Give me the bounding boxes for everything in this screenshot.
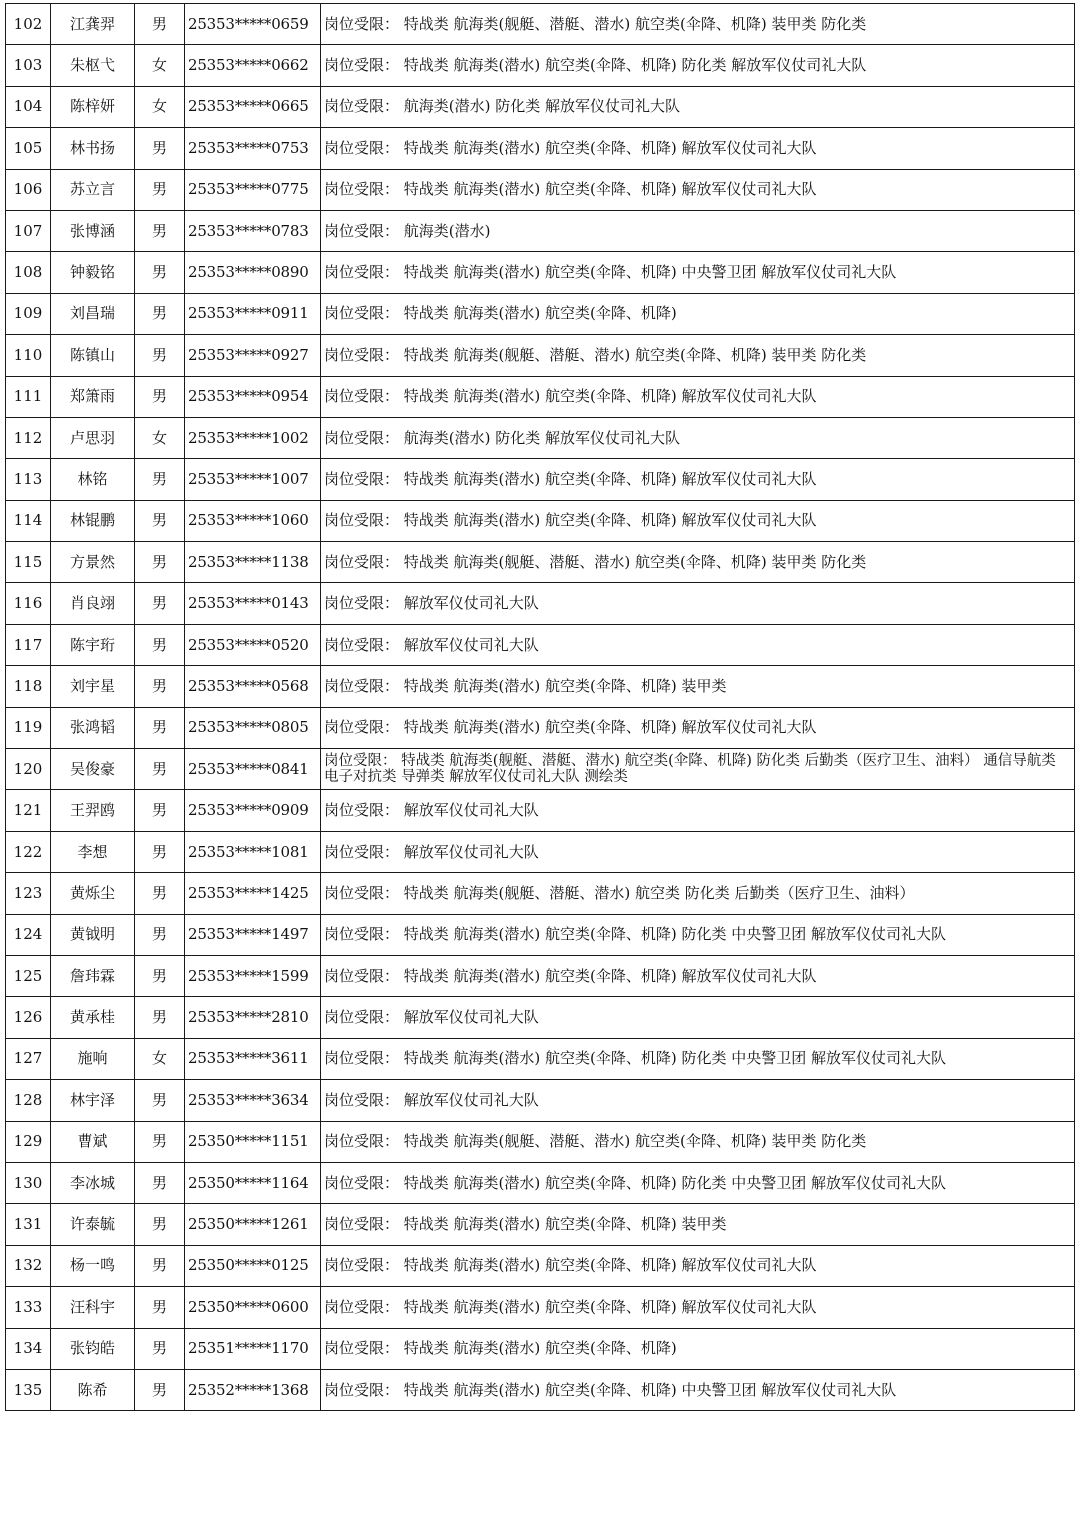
row-number: 104 xyxy=(6,86,51,127)
table-row xyxy=(6,1162,1075,1203)
gender: 男 xyxy=(135,252,185,293)
table-row xyxy=(6,831,1075,872)
gender: 男 xyxy=(135,873,185,914)
table-row xyxy=(6,624,1075,665)
gender: 男 xyxy=(135,1369,185,1410)
position-restrictions: 岗位受限： 特战类 航海类(潜水) 航空类(伞降、机降) 中央警卫团 解放军仪仗司礼大队 xyxy=(321,1369,1075,1410)
row-number: 103 xyxy=(6,45,51,86)
person-name: 陈梓妍 xyxy=(51,86,135,127)
person-name: 陈宇珩 xyxy=(51,624,135,665)
position-restrictions: 岗位受限： 特战类 航海类(潜水) 航空类(伞降、机降) 解放军仪仗司礼大队 xyxy=(321,376,1075,417)
gender: 男 xyxy=(135,1162,185,1203)
table-row xyxy=(6,542,1075,583)
gender: 男 xyxy=(135,376,185,417)
roster-table xyxy=(5,3,1075,1411)
gender: 男 xyxy=(135,1204,185,1245)
row-number: 129 xyxy=(6,1121,51,1162)
gender: 男 xyxy=(135,955,185,996)
position-restrictions: 岗位受限： 特战类 航海类(潜水) 航空类(伞降、机降) 解放军仪仗司礼大队 xyxy=(321,500,1075,541)
person-name: 曹斌 xyxy=(51,1121,135,1162)
position-restrictions: 岗位受限： 特战类 航海类(潜水) 航空类(伞降、机降) 防化类 解放军仪仗司礼大队 xyxy=(321,45,1075,86)
position-restrictions: 岗位受限： 航海类(潜水) 防化类 解放军仪仗司礼大队 xyxy=(321,86,1075,127)
id-number: 25351*****1170 xyxy=(185,1328,321,1369)
id-number: 25353*****0665 xyxy=(185,86,321,127)
position-restrictions: 岗位受限： 特战类 航海类(潜水) 航空类(伞降、机降) 解放军仪仗司礼大队 xyxy=(321,459,1075,500)
row-number: 122 xyxy=(6,831,51,872)
row-number: 123 xyxy=(6,873,51,914)
position-restrictions: 岗位受限： 特战类 航海类(舰艇、潜艇、潜水) 航空类 防化类 后勤类（医疗卫生、油料） xyxy=(321,873,1075,914)
id-number: 25353*****0775 xyxy=(185,169,321,210)
gender: 女 xyxy=(135,86,185,127)
gender: 男 xyxy=(135,1121,185,1162)
id-number: 25352*****1368 xyxy=(185,1369,321,1410)
gender: 男 xyxy=(135,624,185,665)
row-number: 128 xyxy=(6,1080,51,1121)
id-number: 25353*****0841 xyxy=(185,749,321,790)
table-row xyxy=(6,169,1075,210)
id-number: 25353*****0909 xyxy=(185,790,321,831)
person-name: 施响 xyxy=(51,1038,135,1079)
person-name: 林铭 xyxy=(51,459,135,500)
row-number: 117 xyxy=(6,624,51,665)
table-row xyxy=(6,210,1075,251)
table-row xyxy=(6,45,1075,86)
roster-body xyxy=(6,4,1075,1411)
id-number: 25353*****0805 xyxy=(185,707,321,748)
position-restrictions: 岗位受限： 特战类 航海类(潜水) 航空类(伞降、机降) xyxy=(321,293,1075,334)
person-name: 汪科宇 xyxy=(51,1287,135,1328)
position-restrictions: 岗位受限： 解放军仪仗司礼大队 xyxy=(321,1080,1075,1121)
person-name: 刘昌瑞 xyxy=(51,293,135,334)
id-number: 25353*****1060 xyxy=(185,500,321,541)
position-restrictions: 岗位受限： 特战类 航海类(潜水) 航空类(伞降、机降) 中央警卫团 解放军仪仗司礼大队 xyxy=(321,252,1075,293)
person-name: 张鸿韬 xyxy=(51,707,135,748)
row-number: 132 xyxy=(6,1245,51,1286)
id-number: 25353*****0568 xyxy=(185,666,321,707)
person-name: 郑箫雨 xyxy=(51,376,135,417)
id-number: 25353*****3611 xyxy=(185,1038,321,1079)
gender: 男 xyxy=(135,666,185,707)
gender: 男 xyxy=(135,293,185,334)
person-name: 苏立言 xyxy=(51,169,135,210)
gender: 男 xyxy=(135,1328,185,1369)
row-number: 114 xyxy=(6,500,51,541)
gender: 男 xyxy=(135,583,185,624)
row-number: 120 xyxy=(6,749,51,790)
table-row xyxy=(6,86,1075,127)
person-name: 李想 xyxy=(51,831,135,872)
row-number: 125 xyxy=(6,955,51,996)
table-row xyxy=(6,252,1075,293)
id-number: 25353*****1497 xyxy=(185,914,321,955)
table-row xyxy=(6,1287,1075,1328)
table-row xyxy=(6,955,1075,996)
person-name: 吴俊豪 xyxy=(51,749,135,790)
position-restrictions: 岗位受限： 特战类 航海类(潜水) 航空类(伞降、机降) 装甲类 xyxy=(321,1204,1075,1245)
person-name: 黄烁尘 xyxy=(51,873,135,914)
row-number: 116 xyxy=(6,583,51,624)
table-row xyxy=(6,459,1075,500)
gender: 男 xyxy=(135,1245,185,1286)
row-number: 113 xyxy=(6,459,51,500)
row-number: 124 xyxy=(6,914,51,955)
table-row xyxy=(6,790,1075,831)
position-restrictions: 岗位受限： 解放军仪仗司礼大队 xyxy=(321,583,1075,624)
person-name: 林宇泽 xyxy=(51,1080,135,1121)
person-name: 李冰城 xyxy=(51,1162,135,1203)
id-number: 25353*****0753 xyxy=(185,128,321,169)
position-restrictions: 岗位受限： 特战类 航海类(潜水) 航空类(伞降、机降) 解放军仪仗司礼大队 xyxy=(321,1245,1075,1286)
person-name: 张博涵 xyxy=(51,210,135,251)
table-row xyxy=(6,1328,1075,1369)
row-number: 121 xyxy=(6,790,51,831)
position-restrictions: 岗位受限： 特战类 航海类(潜水) 航空类(伞降、机降) xyxy=(321,1328,1075,1369)
id-number: 25353*****1138 xyxy=(185,542,321,583)
table-row xyxy=(6,1080,1075,1121)
position-restrictions: 岗位受限： 航海类(潜水) xyxy=(321,210,1075,251)
table-row xyxy=(6,500,1075,541)
position-restrictions: 岗位受限： 解放军仪仗司礼大队 xyxy=(321,790,1075,831)
person-name: 陈镇山 xyxy=(51,335,135,376)
id-number: 25353*****0954 xyxy=(185,376,321,417)
gender: 男 xyxy=(135,335,185,376)
position-restrictions: 岗位受限： 解放军仪仗司礼大队 xyxy=(321,624,1075,665)
roster-sheet xyxy=(5,3,1074,1411)
person-name: 詹玮霖 xyxy=(51,955,135,996)
person-name: 许泰毓 xyxy=(51,1204,135,1245)
id-number: 25350*****1151 xyxy=(185,1121,321,1162)
row-number: 134 xyxy=(6,1328,51,1369)
position-restrictions: 岗位受限： 解放军仪仗司礼大队 xyxy=(321,997,1075,1038)
person-name: 朱枢弋 xyxy=(51,45,135,86)
position-restrictions: 岗位受限： 特战类 航海类(舰艇、潜艇、潜水) 航空类(伞降、机降) 防化类 后勤类（医疗卫生、油料） 通信导航类 电子对抗类 导弹类 解放军仪仗司礼大队 测绘类 xyxy=(321,749,1075,790)
position-restrictions: 岗位受限： 特战类 航海类(潜水) 航空类(伞降、机降) 防化类 中央警卫团 解放军仪仗司礼大队 xyxy=(321,1038,1075,1079)
table-row xyxy=(6,914,1075,955)
position-restrictions: 岗位受限： 特战类 航海类(潜水) 航空类(伞降、机降) 防化类 中央警卫团 解放军仪仗司礼大队 xyxy=(321,914,1075,955)
table-row xyxy=(6,707,1075,748)
gender: 男 xyxy=(135,128,185,169)
id-number: 25353*****0659 xyxy=(185,4,321,45)
person-name: 钟毅铭 xyxy=(51,252,135,293)
row-number: 109 xyxy=(6,293,51,334)
position-restrictions: 岗位受限： 特战类 航海类(潜水) 航空类(伞降、机降) 装甲类 xyxy=(321,666,1075,707)
position-restrictions: 岗位受限： 特战类 航海类(潜水) 航空类(伞降、机降) 防化类 中央警卫团 解放军仪仗司礼大队 xyxy=(321,1162,1075,1203)
gender: 男 xyxy=(135,542,185,583)
id-number: 25353*****0890 xyxy=(185,252,321,293)
person-name: 黄承桂 xyxy=(51,997,135,1038)
person-name: 杨一鸣 xyxy=(51,1245,135,1286)
row-number: 115 xyxy=(6,542,51,583)
id-number: 25353*****1599 xyxy=(185,955,321,996)
row-number: 105 xyxy=(6,128,51,169)
position-restrictions: 岗位受限： 特战类 航海类(潜水) 航空类(伞降、机降) 解放军仪仗司礼大队 xyxy=(321,169,1075,210)
table-row xyxy=(6,4,1075,45)
table-row xyxy=(6,583,1075,624)
person-name: 江龚羿 xyxy=(51,4,135,45)
position-restrictions: 岗位受限： 特战类 航海类(潜水) 航空类(伞降、机降) 解放军仪仗司礼大队 xyxy=(321,128,1075,169)
person-name: 黄钺明 xyxy=(51,914,135,955)
gender: 男 xyxy=(135,997,185,1038)
id-number: 25353*****0911 xyxy=(185,293,321,334)
position-restrictions: 岗位受限： 解放军仪仗司礼大队 xyxy=(321,831,1075,872)
row-number: 102 xyxy=(6,4,51,45)
table-row xyxy=(6,997,1075,1038)
gender: 男 xyxy=(135,169,185,210)
row-number: 127 xyxy=(6,1038,51,1079)
id-number: 25350*****1261 xyxy=(185,1204,321,1245)
row-number: 133 xyxy=(6,1287,51,1328)
row-number: 112 xyxy=(6,417,51,458)
table-row xyxy=(6,376,1075,417)
row-number: 118 xyxy=(6,666,51,707)
person-name: 方景然 xyxy=(51,542,135,583)
person-name: 张钧皓 xyxy=(51,1328,135,1369)
table-row xyxy=(6,873,1075,914)
row-number: 108 xyxy=(6,252,51,293)
position-restrictions: 岗位受限： 特战类 航海类(舰艇、潜艇、潜水) 航空类(伞降、机降) 装甲类 防化类 xyxy=(321,1121,1075,1162)
person-name: 王羿鸥 xyxy=(51,790,135,831)
gender: 男 xyxy=(135,707,185,748)
gender: 女 xyxy=(135,1038,185,1079)
position-restrictions: 岗位受限： 特战类 航海类(舰艇、潜艇、潜水) 航空类(伞降、机降) 装甲类 防化类 xyxy=(321,4,1075,45)
id-number: 25353*****1081 xyxy=(185,831,321,872)
table-row xyxy=(6,666,1075,707)
table-row xyxy=(6,335,1075,376)
person-name: 陈希 xyxy=(51,1369,135,1410)
gender: 男 xyxy=(135,1287,185,1328)
row-number: 106 xyxy=(6,169,51,210)
table-row xyxy=(6,128,1075,169)
id-number: 25353*****0662 xyxy=(185,45,321,86)
gender: 男 xyxy=(135,500,185,541)
gender: 男 xyxy=(135,1080,185,1121)
table-row xyxy=(6,1204,1075,1245)
position-restrictions: 岗位受限： 特战类 航海类(潜水) 航空类(伞降、机降) 解放军仪仗司礼大队 xyxy=(321,1287,1075,1328)
gender: 女 xyxy=(135,417,185,458)
id-number: 25353*****0783 xyxy=(185,210,321,251)
table-row xyxy=(6,1369,1075,1410)
row-number: 130 xyxy=(6,1162,51,1203)
table-row xyxy=(6,1038,1075,1079)
row-number: 119 xyxy=(6,707,51,748)
position-restrictions: 岗位受限： 特战类 航海类(潜水) 航空类(伞降、机降) 解放军仪仗司礼大队 xyxy=(321,955,1075,996)
row-number: 111 xyxy=(6,376,51,417)
row-number: 110 xyxy=(6,335,51,376)
position-restrictions: 岗位受限： 特战类 航海类(潜水) 航空类(伞降、机降) 解放军仪仗司礼大队 xyxy=(321,707,1075,748)
row-number: 135 xyxy=(6,1369,51,1410)
table-row xyxy=(6,417,1075,458)
person-name: 卢思羽 xyxy=(51,417,135,458)
table-row xyxy=(6,1121,1075,1162)
person-name: 肖良翊 xyxy=(51,583,135,624)
id-number: 25353*****1425 xyxy=(185,873,321,914)
row-number: 131 xyxy=(6,1204,51,1245)
id-number: 25353*****2810 xyxy=(185,997,321,1038)
gender: 男 xyxy=(135,749,185,790)
table-row xyxy=(6,293,1075,334)
gender: 女 xyxy=(135,45,185,86)
gender: 男 xyxy=(135,831,185,872)
id-number: 25353*****0520 xyxy=(185,624,321,665)
id-number: 25350*****1164 xyxy=(185,1162,321,1203)
id-number: 25350*****0125 xyxy=(185,1245,321,1286)
id-number: 25353*****3634 xyxy=(185,1080,321,1121)
id-number: 25353*****1002 xyxy=(185,417,321,458)
row-number: 107 xyxy=(6,210,51,251)
position-restrictions: 岗位受限： 特战类 航海类(舰艇、潜艇、潜水) 航空类(伞降、机降) 装甲类 防化类 xyxy=(321,542,1075,583)
gender: 男 xyxy=(135,210,185,251)
id-number: 25353*****0143 xyxy=(185,583,321,624)
position-restrictions: 岗位受限： 航海类(潜水) 防化类 解放军仪仗司礼大队 xyxy=(321,417,1075,458)
row-number: 126 xyxy=(6,997,51,1038)
gender: 男 xyxy=(135,790,185,831)
person-name: 林锟鹏 xyxy=(51,500,135,541)
gender: 男 xyxy=(135,4,185,45)
gender: 男 xyxy=(135,459,185,500)
id-number: 25350*****0600 xyxy=(185,1287,321,1328)
table-row xyxy=(6,1245,1075,1286)
gender: 男 xyxy=(135,914,185,955)
position-restrictions: 岗位受限： 特战类 航海类(舰艇、潜艇、潜水) 航空类(伞降、机降) 装甲类 防化类 xyxy=(321,335,1075,376)
id-number: 25353*****1007 xyxy=(185,459,321,500)
person-name: 刘宇星 xyxy=(51,666,135,707)
id-number: 25353*****0927 xyxy=(185,335,321,376)
table-row xyxy=(6,749,1075,790)
person-name: 林书扬 xyxy=(51,128,135,169)
